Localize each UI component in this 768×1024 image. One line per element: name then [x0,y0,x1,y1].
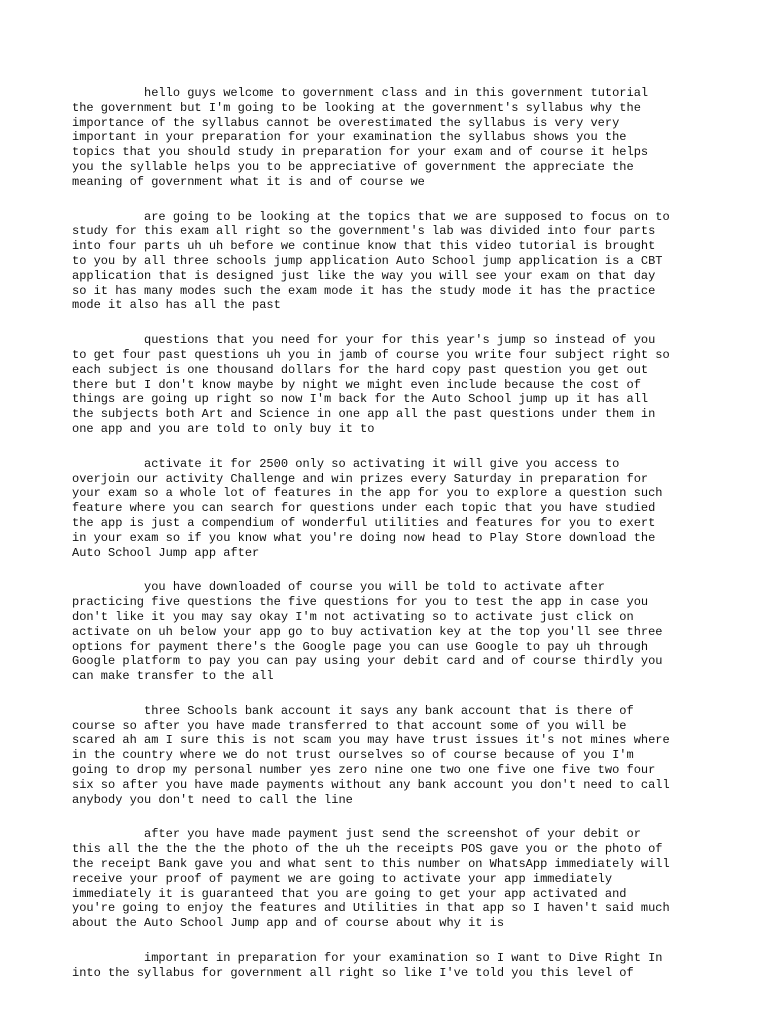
paragraph-1: hello guys welcome to government class and in this government tutorial the government but I'm going to be looking at the government's syllabus why the importance of the syllabus cannot be overestimated the syllabus is very very important in your preparation for your examination the syllabus shows you the topics that you should study in preparation for your exam and of course it helps you the syllable helps you to be appreciative of government the appreciate the meaning of government what it is and of course we [72,86,649,189]
paragraph-3: questions that you need for your for this year's jump so instead of you to get four past questions uh you in jamb of course you write four subject right so each subject is one thousand dollars for the hard copy past question you get out there but I don't know maybe by night we might even include because the cost of things are going up right so now I'm back for the Auto School jump up it has all the subjects both Art and Science in one app all the past questions under them in one app and you are told to only buy it to [72,333,670,436]
paragraph-2: are going to be looking at the topics that we are supposed to focus on to study for this exam all right so the government's lab was divided into four parts into four parts uh uh before we continue know that this video tutorial is brought to you by all three schools jump application Auto School jump application is a CBT application that is designed just like the way you will see your exam on that day so it has many modes such the exam mode it has the study mode it has the practice mode it also has all the past [72,209,670,313]
paragraph-8: important in preparation for your examination so I want to Dive Right In into the syllabus for government all right so like I've told you this level of [72,951,663,980]
paragraph-5: you have downloaded of course you will be told to activate after practicing five questions the five questions for you to test the app in case you don't like it you may say okay I'm not activating so to activate just click on activate on uh below your app go to buy activation key at the top you'll see three options for payment there's the Google page you can use Google to pay uh through Google platform to pay you can pay using your debit card and of course thirdly you can make transfer to the all [72,580,663,684]
paragraph-4: activate it for 2500 only so activating it will give you access to overjoin our activity Challenge and win prizes every Saturday in preparation for your exam so a whole lot of features in the app for you to explore a question such feature where you can search for questions under each topic that you have studied the app is just a compendium of wonderful utilities and features for you to exert in your exam so if you know what you're doing now head to Play Store download the Auto School Jump app after [72,456,663,560]
document-page [72,86,702,1001]
paragraph-7: after you have made payment just send the screenshot of your debit or this all the the the the photo of the uh the receipts POS gave you or the photo of the receipt Bank gave you and what sent to this number on WhatsApp immediately will receive your proof of payment we are going to activate your app immediately immediately it is guaranteed that you are going to get your app activated and you're going to enjoy the features and Utilities in that app so I haven't said much about the Auto School Jump app and of course about why it is [72,827,670,931]
paragraph-6: three Schools bank account it says any bank account that is there of course so after you have made transferred to that account some of you will be scared ah am I sure this is not scam you may have trust issues it's not mines where in the country where we do not trust ourselves so of course because of you I'm going to drop my personal number yes zero nine one two one five one five two four six so after you have made payments without any bank account you don't need to call anybody you don't need to call the line [72,703,670,807]
